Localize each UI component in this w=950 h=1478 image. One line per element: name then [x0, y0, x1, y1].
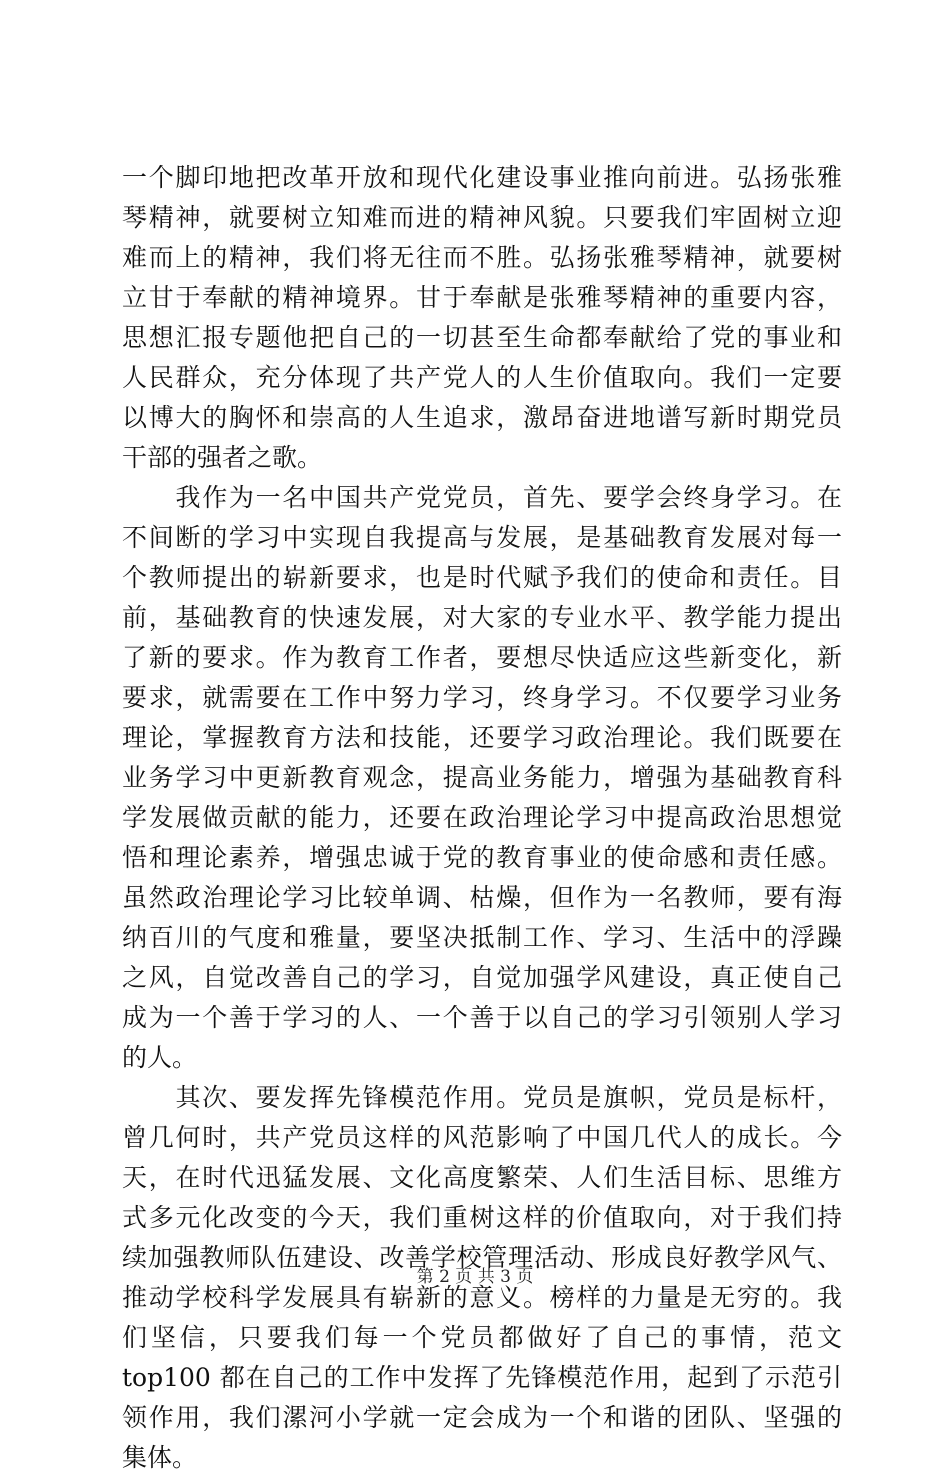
text-line: 了新的要求。作为教育工作者，要想尽快适应这些新变化，新 — [122, 643, 842, 672]
text-line: 学发展做贡献的能力，还要在政治理论学习中提高政治思想觉 — [122, 803, 842, 832]
text-line: 曾几何时，共产党员这样的风范影响了中国几代人的成长。今 — [122, 1123, 842, 1152]
text-line: 其次、要发挥先锋模范作用。党员是旗帜，党员是标杆， — [122, 1083, 842, 1112]
text-line: 悟和理论素养，增强忠诚于党的教育事业的使命感和责任感。 — [122, 843, 842, 872]
text-line: 前，基础教育的快速发展，对大家的专业水平、教学能力提出 — [122, 603, 842, 632]
text-line: 领作用，我们漯河小学就一定会成为一个和谐的团队、坚强的 — [122, 1403, 842, 1432]
text-line: 人民群众，充分体现了共产党人的人生价值取向。我们一定要 — [122, 363, 842, 392]
text-line: 琴精神，就要树立知难而进的精神风貌。只要我们牢固树立迎 — [122, 203, 842, 232]
text-line: 推动学校科学发展具有崭新的意义。榜样的力量是无穷的。我 — [122, 1283, 842, 1312]
text-line: 个教师提出的崭新要求，也是时代赋予我们的使命和责任。目 — [122, 563, 842, 592]
text-line: 天，在时代迅猛发展、文化高度繁荣、人们生活目标、思维方 — [122, 1163, 842, 1192]
text-line: 纳百川的气度和雅量，要坚决抵制工作、学习、生活中的浮躁 — [122, 923, 842, 952]
text-line: 要求，就需要在工作中努力学习，终身学习。不仅要学习业务 — [122, 683, 842, 712]
text-line: 续加强教师队伍建设、改善学校管理活动、形成良好教学风气、 — [122, 1243, 842, 1272]
page-footer: 第 2 页 共 3 页 — [416, 1267, 534, 1287]
text-line: 干部的强者之歌。 — [122, 443, 323, 472]
text-line: 的人。 — [122, 1043, 198, 1072]
text-line: 以博大的胸怀和崇高的人生追求，激昂奋进地谱写新时期党员 — [122, 403, 842, 432]
text-line: 不间断的学习中实现自我提高与发展，是基础教育发展对每一 — [122, 523, 842, 552]
text-line: 们坚信，只要我们每一个党员都做好了自己的事情，范文 — [122, 1323, 842, 1352]
text-line: 难而上的精神，我们将无往而不胜。弘扬张雅琴精神，就要树 — [122, 243, 842, 272]
text-line: 式多元化改变的今天，我们重树这样的价值取向，对于我们持 — [122, 1203, 842, 1232]
text-line: 业务学习中更新教育观念，提高业务能力，增强为基础教育科 — [122, 763, 842, 792]
text-line: 思想汇报专题他把自己的一切甚至生命都奉献给了党的事业和 — [122, 323, 842, 352]
text-line: 我作为一名中国共产党党员，首先、要学会终身学习。在 — [122, 483, 842, 512]
text-line: 理论，掌握教育方法和技能，还要学习政治理论。我们既要在 — [122, 723, 842, 752]
text-line: 一个脚印地把改革开放和现代化建设事业推向前进。弘扬张雅 — [122, 163, 842, 192]
text-line: 虽然政治理论学习比较单调、枯燥，但作为一名教师，要有海 — [122, 883, 842, 912]
text-line: 集体。 — [122, 1443, 198, 1472]
text-line: 立甘于奉献的精神境界。甘于奉献是张雅琴精神的重要内容， — [122, 283, 842, 312]
text-line: top100 都在自己的工作中发挥了先锋模范作用，起到了示范引 — [122, 1363, 842, 1392]
text-line: 成为一个善于学习的人、一个善于以自己的学习引领别人学习 — [122, 1003, 842, 1032]
text-line: 之风，自觉改善自己的学习，自觉加强学风建设，真正使自己 — [122, 963, 842, 992]
